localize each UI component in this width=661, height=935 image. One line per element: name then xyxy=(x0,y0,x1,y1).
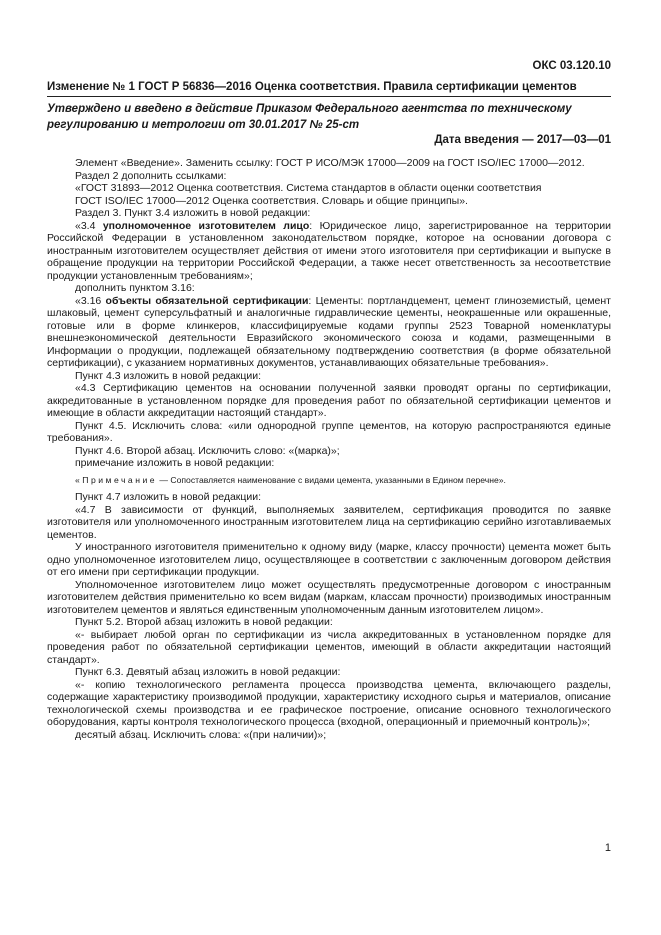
paragraph: Пункт 4.3 изложить в новой редакции: xyxy=(75,369,262,382)
paragraph: «- копию технологического регламента процесса производства цемента, включающего разделы, содержащие характеристику производимой продукции, характеристику исходного сырья и материалов, описание технологической схемы производства и ее графическое построение, описание основного технологического оборудования, карты контроля технологического процесса (входной, операционный и приемочный контроль)»; xyxy=(47,678,611,728)
paragraph: десятый абзац. Исключить слова: «(при наличии)»; xyxy=(75,728,327,741)
paragraph: Раздел 2 дополнить ссылками: xyxy=(75,169,227,182)
paragraph: Уполномоченное изготовителем лицо может осуществлять предусмотренные договором с иностранным изготовителем действия применительно ко всем видам (маркам, классам прочности) производимых иностранным изготовителем цементов и являться единственным уполномоченным данным изготовителем лицом». xyxy=(47,578,611,616)
paragraph: Пункт 4.6. Второй абзац. Исключить слово: «(марка)»; xyxy=(75,444,340,457)
paragraph: «- выбирает любой орган по сертификации из числа аккредитованных в установленном порядке для проведения работ по обязательной сертификации цементов, имеющий в области аккредитации настоящий стандарт». xyxy=(47,628,611,666)
paragraph: дополнить пунктом 3.16: xyxy=(75,282,195,294)
paragraph: Пункт 4.7 изложить в новой редакции: xyxy=(75,491,262,503)
effective-date: Дата введения — 2017—03—01 xyxy=(434,134,611,146)
note-label: «Примечание xyxy=(75,474,158,485)
paragraph: примечание изложить в новой редакции: xyxy=(75,457,275,469)
paragraph: Пункт 4.5. Исключить слова: «или однородной группе цементов, на которую распространяются единые требования». xyxy=(47,419,611,444)
paragraph: ГОСТ ISO/IEC 17000—2012 Оценка соответствия. Словарь и общие принципы». xyxy=(75,194,468,207)
paragraph-definition-3-4 xyxy=(47,220,611,283)
paragraph: Пункт 6.3. Девятый абзац изложить в новой редакции: xyxy=(75,666,341,678)
document-body xyxy=(47,157,611,741)
classification-code: ОКС 03.120.10 xyxy=(532,60,611,72)
paragraph: У иностранного изготовителя применительно к одному виду (марке, классу прочности) цемента может быть одно уполномоченное изготовителем лицо, осуществляющее в соответствии с заключенным договором действия от его имени при сертификации продукции. xyxy=(47,541,611,578)
paragraph: Пункт 5.2. Второй абзац изложить в новой редакции: xyxy=(75,616,333,628)
paragraph: Раздел 3. Пункт 3.4 изложить в новой редакции: xyxy=(75,207,311,219)
title-divider xyxy=(47,96,611,97)
clause-number: «3.16 xyxy=(75,294,106,307)
defined-term: уполномоченное изготовителем лицо xyxy=(102,219,310,232)
paragraph: Элемент «Введение». Заменить ссылку: ГОСТ Р ИСО/МЭК 17000—2009 на ГОСТ ISO/IEC 17000—2012. xyxy=(75,157,585,169)
paragraph: «4.7 В зависимости от функций, выполняемых заявителем, сертификация проводится по заявке изготовителя или уполномоченного иностранным изготовителем лица на сертификацию серийно изготавливаемых цементов. xyxy=(47,503,611,541)
document-title: Изменение № 1 ГОСТ Р 56836—2016 Оценка соответствия. Правила сертификации цементов xyxy=(47,81,577,93)
approval-statement: Утверждено и введено в действие Приказом Федерального агентства по техническому регулированию и метрологии от 30.01.2017 № 25-ст xyxy=(47,103,572,131)
definition-text: : Юридическое лицо, зарегистрированное на территории Российской Федерации в установленном законодательством порядке, которое на основании договора с иностранным изготовителем осуществляет действия от имени этого изготовителя при сертификации и выпуске в обращение продукции на территории Российской Федерации, а также несет ответственность за несоответствие продукции установленным требованиям»; xyxy=(47,219,611,282)
defined-term: объекты обязательной сертификации xyxy=(105,294,309,307)
paragraph: «4.3 Сертификацию цементов на основании полученной заявки проводят органы по сертификации, аккредитованные в установленном порядке для проведения работ по обязательной сертификации цементов и имеющие в области аккредитации настоящий стандарт». xyxy=(47,382,611,419)
note-text: — Сопоставляется наименование с видами цемента, указанными в Едином перечне». xyxy=(157,474,506,485)
definition-text: : Цементы: портландцемент, цемент глиноземистый, цемент шлаковый, цемент суперсульфатный и аналогичные гидравлические цементы, неокрашенные или окрашенные, готовые или в форме клинкеров, классифицируемые кодами группы 2523 Товарной номенклатуры внешнеэкономической деятельности Евразийского экономического союза и кодами, размещенными в Информации о продукции, подлежащей обязательному подтверждению соответствия (в форме обязательной сертификации), с указанием нормативных документов, устанавливающих обязательные требования». xyxy=(47,294,611,369)
clause-number: «3.4 xyxy=(75,219,103,232)
paragraph-definition-3-16 xyxy=(47,295,611,370)
page-number: 1 xyxy=(604,842,611,854)
paragraph: «ГОСТ 31893—2012 Оценка соответствия. Система стандартов в области оценки соответствия xyxy=(75,182,542,194)
note xyxy=(47,474,611,487)
